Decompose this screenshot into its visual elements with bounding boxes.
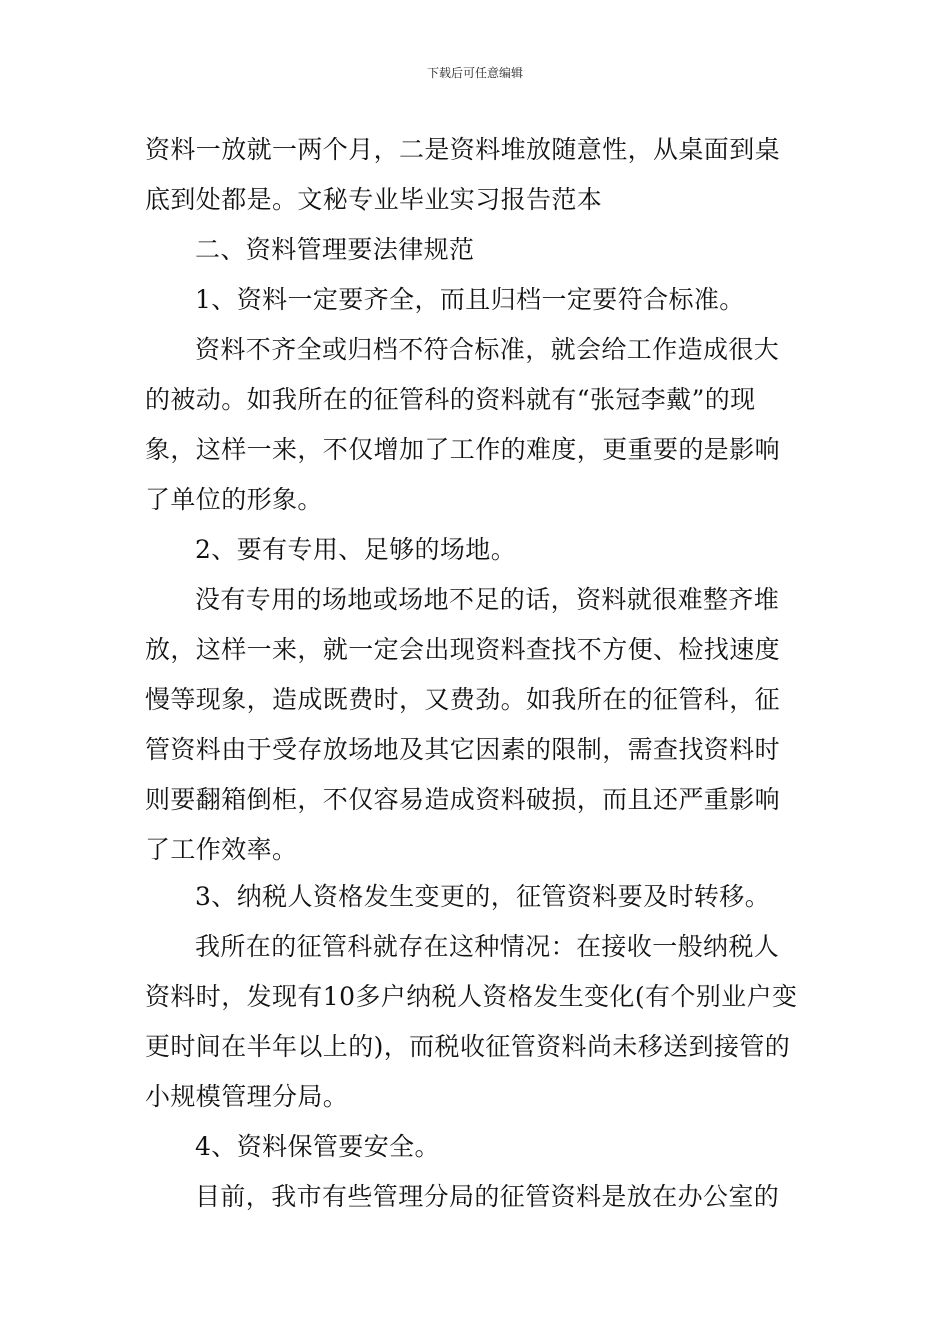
body-line: 了工作效率。 (145, 835, 298, 864)
body-line: 资料一放就一两个月，二是资料堆放随意性，从桌面到桌 (145, 135, 781, 164)
body-line: 目前，我市有些管理分局的征管资料是放在办公室的 (195, 1182, 780, 1211)
subsection-heading: 4、资料保管要安全。 (195, 1132, 440, 1161)
body-line: 底到处都是。文秘专业毕业实习报告范本 (145, 185, 603, 214)
body-line: 我所在的征管科就存在这种情况：在接收一般纳税人 (195, 932, 780, 961)
subsection-heading: 1、资料一定要齐全，而且归档一定要符合标准。 (195, 285, 745, 314)
body-line: 更时间在半年以上的)，而税收征管资料尚未移送到接管的 (145, 1032, 791, 1061)
body-line: 资料不齐全或归档不符合标准，就会给工作造成很大 (195, 335, 780, 364)
subsection-heading: 2、要有专用、足够的场地。 (195, 535, 517, 564)
body-line: 没有专用的场地或场地不足的话，资料就很难整齐堆 (195, 585, 780, 614)
body-line: 小规模管理分局。 (145, 1082, 349, 1111)
body-line: 了单位的形象。 (145, 485, 323, 514)
subsection-heading: 3、纳税人资格发生变更的，征管资料要及时转移。 (195, 882, 771, 911)
section-heading: 二、资料管理要法律规范 (195, 235, 475, 264)
page-header: 下载后可任意编辑 (426, 66, 523, 80)
body-line: 慢等现象，造成既费时，又费劲。如我所在的征管科，征 (145, 685, 781, 714)
body-line: 则要翻箱倒柜，不仅容易造成资料破损，而且还严重影响 (145, 785, 781, 814)
body-line: 象，这样一来，不仅增加了工作的难度，更重要的是影响 (145, 435, 781, 464)
body-line: 的被动。如我所在的征管科的资料就有“张冠李戴”的现 (145, 385, 756, 414)
body-line: 放，这样一来，就一定会出现资料查找不方便、检找速度 (145, 635, 781, 664)
body-line: 资料时，发现有10多户纳税人资格发生变化(有个别业户变 (145, 982, 798, 1011)
body-line: 管资料由于受存放场地及其它因素的限制，需查找资料时 (145, 735, 781, 764)
